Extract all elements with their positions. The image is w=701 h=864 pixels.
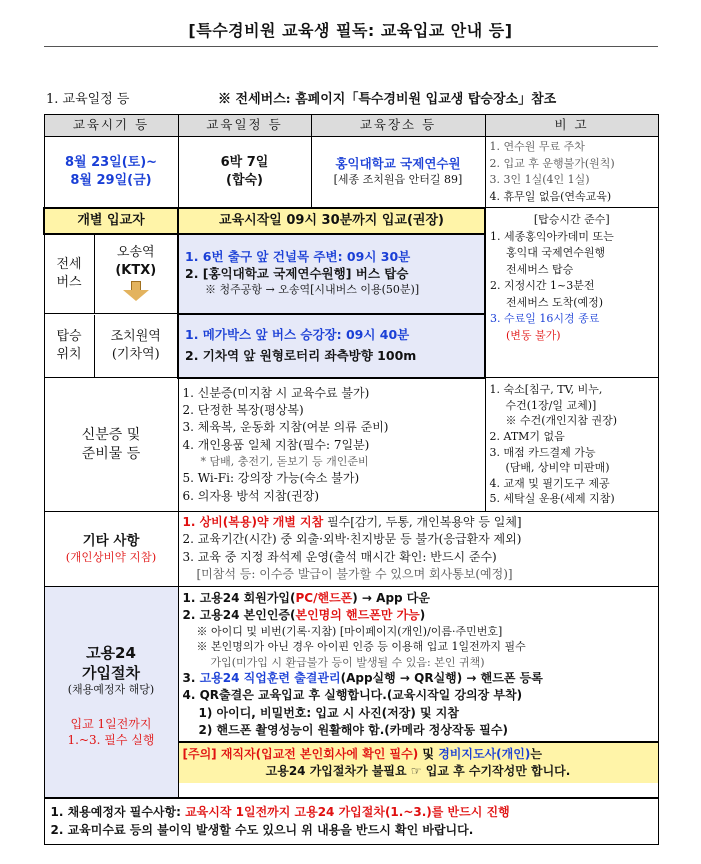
etc-line4: [미참석 등: 이수증 발급이 불가할 수 있으며 회사통보(예정)] bbox=[196, 567, 513, 582]
bus-note-warning: (변동 불가) bbox=[506, 328, 561, 342]
table-row bbox=[44, 798, 658, 844]
table-row bbox=[44, 586, 658, 798]
signup-step1-end: ) → App 다운 bbox=[352, 590, 430, 605]
prep-item: 3. 체육복, 운동화 지참(여분 의류 준비) bbox=[182, 420, 389, 435]
prep-item: 1. 신분증(미지참 시 교육수료 불가) bbox=[182, 385, 370, 400]
prep-item: 6. 의자용 방석 지참(권장) bbox=[182, 488, 320, 503]
bus-note-item: 1. 세종홍익아카데미 또는 bbox=[490, 229, 614, 243]
place-address: [세종 조치원읍 안터길 89] bbox=[333, 172, 463, 186]
signup-step1-device: PC/핸드폰 bbox=[295, 590, 353, 605]
bus-note-item: 홍익대 국제연수원행 bbox=[506, 246, 606, 259]
prep-label: 준비물 등 bbox=[81, 445, 141, 462]
prep-note: 3. 매점 카드결제 가능 bbox=[489, 445, 596, 459]
schedule-note: 2. 입교 후 운행불가(원칙) bbox=[489, 156, 615, 170]
signup-label: 가입절차 bbox=[82, 664, 140, 683]
prep-item: * 담배, 충전기, 돋보기 등 개인준비 bbox=[200, 455, 369, 469]
bus-label: 위치 bbox=[56, 346, 82, 362]
prep-note: 2. ATM기 없음 bbox=[489, 429, 565, 443]
individual-label: 개별 입교자 bbox=[44, 208, 178, 234]
etc-line3: 3. 교육 중 지정 좌석제 운영(출석 매시간 확인: 반드시 준수) bbox=[182, 549, 497, 564]
osong-note: ※ 청주공항 → 오송역[시내버스 이용(50분)] bbox=[205, 282, 420, 296]
signup-note-ipin: ※ 본인명의가 아닌 경우 아이핀 인증 등 이용해 입교 1일전까지 필수 bbox=[196, 640, 526, 654]
station-jochiwon-type: (기차역) bbox=[111, 346, 160, 362]
etc-line1-rest: 필수[감기, 두통, 개인복용약 등 일체] bbox=[323, 515, 522, 529]
warning-box bbox=[179, 741, 658, 784]
prep-note: ※ 수건(개인지참 권장) bbox=[505, 414, 618, 428]
warning-end: 는 bbox=[530, 746, 542, 761]
duration-type: (합숙) bbox=[226, 172, 263, 188]
period-end: 8월 29일(금) bbox=[70, 172, 152, 188]
station-osong-type: (KTX) bbox=[115, 262, 157, 278]
signup-deadline: 입교 1일전까지 bbox=[70, 717, 152, 732]
prep-label: 신분증 및 bbox=[81, 426, 141, 443]
prep-item: 4. 개인용품 일체 지참(필수: 7일분) bbox=[182, 437, 370, 452]
bus-note-item: 전세버스 도착(예정) bbox=[506, 295, 604, 309]
warning-mid: 및 bbox=[418, 746, 439, 761]
bus-notes-title: [탑승시간 준수] bbox=[533, 213, 610, 226]
signup-step2-end: ) bbox=[419, 607, 426, 622]
etc-sublabel: (개인상비약 지참) bbox=[65, 550, 157, 565]
bus-label: 탑승 bbox=[56, 328, 82, 344]
signup-note-warning: 가입(미가입 시 환급불가 등이 발생될 수 있음: 본인 귀책) bbox=[210, 655, 485, 669]
table-row bbox=[44, 137, 658, 208]
schedule-note: 4. 휴무일 없음(연속교육) bbox=[489, 189, 612, 203]
table-row bbox=[44, 208, 658, 234]
signup-required: 1.~3. 필수 실행 bbox=[67, 733, 155, 748]
prep-note: 1. 숙소[침구, TV, 비누, bbox=[489, 383, 603, 397]
table-header-row bbox=[44, 115, 658, 137]
signup-step4-sub1: 1) 아이디, 비밀번호: 입교 시 사진(저장) 및 지참 bbox=[198, 705, 459, 720]
down-arrow-icon bbox=[123, 281, 149, 301]
table-row bbox=[44, 512, 658, 587]
signup-step3-app: 고용24 직업훈련 출결관리 bbox=[199, 671, 341, 686]
bus-note-item: 전세버스 탑승 bbox=[506, 262, 574, 276]
station-osong: 오송역 bbox=[116, 245, 155, 261]
title-divider bbox=[44, 46, 658, 47]
schedule-note: 3. 3인 1실(4인 1실) bbox=[489, 173, 590, 186]
page-title: [특수경비원 교육생 필독: 교육입교 안내 등] bbox=[188, 21, 513, 40]
header-period: 교육시기 등 bbox=[44, 115, 178, 137]
header-notes: 비 고 bbox=[485, 115, 658, 137]
footer-line1-highlight: 교육시작 1일전까지 고용24 가입절차(1.~3.)를 반드시 진행 bbox=[185, 804, 510, 819]
header-schedule: 교육일정 등 bbox=[178, 115, 311, 137]
prep-note: 4. 교재 및 필기도구 제공 bbox=[489, 476, 610, 490]
jochiwon-step2: 2. 기차역 앞 원형로터리 좌측방향 100m bbox=[185, 347, 417, 363]
signup-step3-end: (App실행 → QR실행) → 핸드폰 등록 bbox=[340, 671, 543, 686]
individual-value: 교육시작일 09시 30분까지 입교(권장) bbox=[178, 208, 485, 234]
prep-item: 5. Wi-Fi: 강의장 가능(숙소 불가) bbox=[182, 471, 360, 486]
bus-note-item: 2. 지정시간 1~3분전 bbox=[490, 279, 595, 292]
etc-line2: 2. 교육기간(시간) 중 외출·외박·친지방문 등 불가(응급환자 제외) bbox=[182, 532, 522, 547]
schedule-note: 1. 연수원 무료 주차 bbox=[489, 140, 585, 153]
bus-note: ※ 전세버스: 홈페이지「특수경비원 입교생 탑승장소」참조 bbox=[218, 92, 557, 107]
footer-line2: 2. 교육미수료 등의 불이익 발생할 수도 있으니 위 내용을 반드시 확인 바랍니다. bbox=[50, 823, 474, 838]
warning-tag: [주의] bbox=[182, 746, 221, 761]
etc-line1-highlight: 1. 상비(복용)약 개별 지참 bbox=[182, 515, 324, 529]
signup-step1: 1. 고용24 회원가입( bbox=[182, 590, 296, 605]
signup-step4: 4. QR출결은 교육입교 후 실행합니다.(교육시작일 강의장 부착) bbox=[182, 688, 523, 703]
period-start: 8월 23일(토)~ bbox=[64, 155, 158, 171]
warning-guard: 경비지도사(개인) bbox=[438, 746, 531, 761]
bus-label: 버스 bbox=[56, 274, 82, 290]
signup-step2: 2. 고용24 본인인증( bbox=[182, 607, 296, 622]
prep-item: 2. 단정한 복장(평상복) bbox=[182, 403, 304, 417]
header-place: 교육장소 등 bbox=[311, 115, 485, 137]
signup-note-id: ※ 아이디 및 비번(기록·지참) [마이페이지(개인)/이름·주민번호] bbox=[196, 624, 503, 638]
footer-line1: 1. 채용예정자 필수사항: bbox=[50, 804, 186, 819]
station-jochiwon: 조치원역 bbox=[110, 328, 161, 344]
warning-employee: 재직자(입교전 본인회사에 확인 필수) bbox=[220, 746, 419, 761]
warning-line2: 고용24 가입절차가 불필요 ☞ 입교 후 수기작성만 합니다. bbox=[265, 763, 571, 778]
signup-step2-phone: 본인명의 핸드폰만 가능 bbox=[295, 607, 420, 622]
prep-note: (담배, 상비약 미판매) bbox=[505, 461, 610, 475]
duration: 6박 7일 bbox=[220, 155, 269, 171]
table-row bbox=[44, 378, 658, 512]
bus-label: 전세 bbox=[56, 257, 82, 273]
signup-sublabel: (채용예정자 해당) bbox=[67, 683, 155, 697]
signup-step4-sub2: 2) 핸드폰 촬영성능이 원활해야 함.(카메라 정상작동 필수) bbox=[198, 722, 508, 737]
place-name: 홍익대학교 국제연수원 bbox=[335, 155, 461, 171]
bus-note-end: 3. 수료일 16시경 종료 bbox=[490, 312, 600, 325]
signup-label: 고용24 bbox=[86, 643, 136, 662]
etc-label: 기타 사항 bbox=[82, 532, 140, 549]
osong-step2: 2. [홍익대학교 국제연수원행] 버스 탑승 bbox=[185, 266, 409, 282]
prep-note: 5. 세탁실 운용(세제 지참) bbox=[489, 492, 615, 506]
jochiwon-step1: 1. 메가박스 앞 버스 승강장: 09시 40분 bbox=[185, 326, 410, 342]
section-heading: 1. 교육일정 등 bbox=[46, 92, 130, 107]
signup-step3: 3. bbox=[182, 671, 200, 686]
prep-note: 수건(1장/일 교체)] bbox=[505, 398, 597, 412]
guide-table bbox=[43, 114, 659, 845]
osong-step1: 1. 6번 출구 앞 건널목 주변: 09시 30분 bbox=[185, 249, 411, 265]
